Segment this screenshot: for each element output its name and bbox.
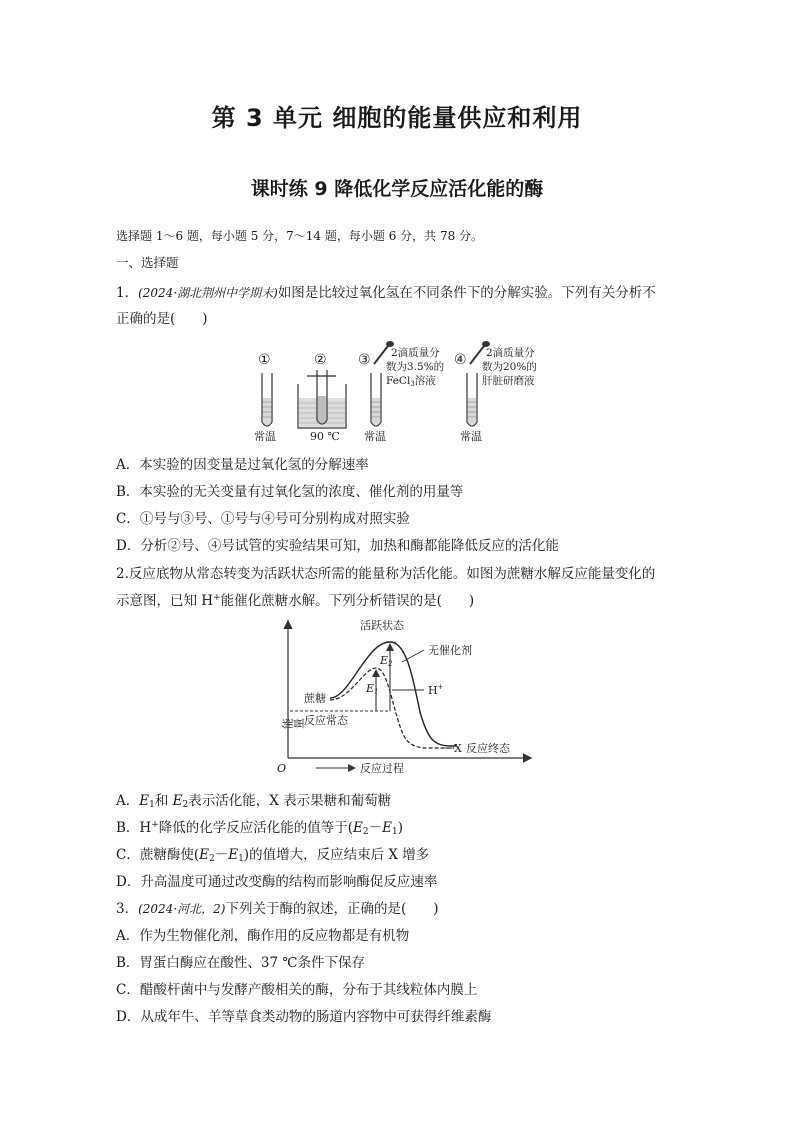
q3-option-a: A．作为生物催化剂，酶作用的反应物都是有机物 — [116, 928, 410, 944]
q1-fig-reagent3-line2: 数为3.5%的 — [386, 361, 445, 373]
q2-c-e1-sub: 1 — [238, 854, 244, 864]
q2-a-e1: E — [139, 793, 150, 809]
q2-a-prefix: A． — [116, 793, 140, 809]
q1-fig-reagent4-line1: 2滴质量分 — [486, 347, 535, 359]
q3-source: (2024·河北，2) — [138, 902, 226, 916]
q2-fig-origin: O — [277, 762, 287, 775]
q3-stem-text: 下列关于酶的叙述，正确的是( ) — [225, 901, 439, 917]
q1-number: 1． — [116, 285, 139, 301]
lesson-title: 课时练 9 降低化学反应活化能的酶 — [250, 178, 544, 200]
q1-test-tube-figure — [240, 340, 570, 448]
h-letter: H — [428, 684, 438, 697]
q2-fig-h-plus — [428, 683, 444, 697]
q2-option-a — [116, 789, 391, 810]
q1-fig-cond4: 常温 — [460, 430, 482, 443]
q2-c-prefix: C．蔗糖酶使( — [116, 847, 200, 863]
q1-option-c: C．①号与③号、①号与④号可分别构成对照实验 — [116, 511, 410, 527]
fecl-subscript: 3 — [410, 380, 415, 388]
q1-fig-reagent4-line3: 肝脏研磨液 — [482, 375, 535, 387]
q1-option-d: D．分析②号、④号试管的实验结果可知，加热和酶都能降低反应的活化能 — [116, 538, 559, 554]
fecl-solution-text: 溶液 — [414, 375, 436, 387]
q2-fig-final-state: 反应终态 — [466, 742, 510, 755]
q2-a-e2: E — [172, 793, 183, 809]
q2-fig-sucrose: 蔗糖 — [304, 692, 326, 705]
e2-subscript: 2 — [388, 660, 393, 668]
q1-option-a: A．本实验的因变量是过氧化氢的分解速率 — [116, 457, 369, 473]
q1-fig-cond2: 90 ℃ — [310, 430, 340, 443]
q2-option-c — [116, 843, 429, 864]
q2-stem-b-pre: 示意图，已知 H — [116, 593, 214, 609]
q3-option-d: D．从成年牛、羊等草食类动物的肠道内容物中可获得纤维素酶 — [116, 1009, 492, 1025]
q2-b-e1-sub: 1 — [391, 827, 398, 837]
q2-fig-e2 — [379, 654, 393, 668]
q2-a-e2-sub: 2 — [182, 800, 189, 810]
test-tube-1 — [262, 373, 272, 426]
q1-stem-b: 正确的是( ) — [116, 311, 208, 327]
q1-source: (2024·湖北荆州中学期末) — [138, 286, 278, 300]
q2-a-and: 和 — [154, 793, 173, 809]
q2-fig-active-state: 活跃状态 — [360, 619, 404, 632]
q3-option-b: B．胃蛋白酶应在酸性、37 ℃条件下保存 — [116, 955, 365, 971]
q2-a-e1-sub: 1 — [149, 800, 155, 810]
q3-number: 3． — [116, 901, 139, 917]
q2-fig-x-mark: X — [454, 742, 462, 755]
fecl-text: FeCl — [386, 375, 411, 387]
q2-b-close: ) — [397, 820, 403, 836]
q2-b-e1: E — [382, 820, 392, 836]
e2-letter: E — [380, 654, 389, 667]
q2-fig-x-axis-label: 反应过程 — [360, 762, 404, 775]
q2-c-minus: － — [214, 847, 229, 863]
q2-c-e2: E — [199, 847, 209, 863]
q2-c-rest: )的值增大，反应结束后 X 增多 — [243, 847, 430, 863]
q1-fig-reagent3-line3 — [386, 374, 436, 388]
q1-fig-label-tube2: ② — [314, 352, 327, 368]
q2-stem-a: 2.反应底物从常态转变为活跃状态所需的能量称为活化能。如图为蔗糖水解反应能量变化的 — [116, 566, 656, 582]
unit-title: 第 3 单元 细胞的能量供应和利用 — [211, 104, 583, 132]
q2-b-prefix: B．H — [116, 820, 152, 836]
y-axis-text: 能量 — [282, 717, 304, 731]
q3-option-c: C．醋酸杆菌中与发酵产酸相关的酶，分布于其线粒体内膜上 — [116, 982, 478, 998]
q2-stem-line-2 — [116, 589, 474, 609]
q1-fig-cond1: 常温 — [254, 430, 276, 443]
test-tube-3 — [371, 373, 381, 426]
q2-a-rest: 表示活化能，X 表示果糖和葡萄糖 — [188, 793, 392, 809]
q1-stem-a: 如图是比较过氧化氢在不同条件下的分解实验。下列有关分析不 — [277, 285, 656, 301]
q2-option-b — [116, 816, 403, 837]
q1-fig-reagent4-line2: 数为20%的 — [482, 361, 537, 373]
test-tube-4 — [467, 373, 477, 426]
q1-option-b: B．本实验的无关变量有过氧化氢的浓度、催化剂的用量等 — [116, 484, 464, 500]
q2-option-d: D．升高温度可通过改变酶的结构而影响酶促反应速率 — [116, 874, 438, 890]
q2-stem-b-sup: + — [213, 593, 221, 603]
q2-fig-y-axis-label — [281, 718, 304, 731]
q1-fig-reagent3-line1: 2滴质量分 — [391, 347, 440, 359]
q2-c-e1: E — [228, 847, 239, 863]
q2-b-minus: － — [368, 820, 383, 836]
q1-fig-label-tube4: ④ — [454, 352, 467, 368]
e1-letter: E — [366, 682, 375, 695]
q2-fig-normal-state: 反应常态 — [304, 714, 348, 727]
q1-fig-cond3: 常温 — [364, 430, 386, 443]
section-heading: 一、选择题 — [116, 255, 179, 270]
e1-subscript: 1 — [374, 688, 379, 696]
q2-b-e2: E — [353, 820, 363, 836]
q1-fig-label-tube1: ① — [258, 352, 271, 368]
q2-b-mid: 降低的化学反应活化能的值等于( — [158, 820, 354, 836]
q2-b-e2-sub: 2 — [362, 827, 369, 837]
q2-b-sup: + — [151, 820, 159, 830]
catalyzed-curve — [330, 668, 454, 748]
q1-fig-label-tube3: ③ — [358, 352, 371, 368]
q1-stem-line-1 — [116, 281, 656, 301]
q2-stem-b-post: 能催化蔗糖水解。下列分析错误的是( ) — [220, 593, 475, 609]
instructions: 选择题 1～6 题，每小题 5 分，7～14 题，每小题 6 分，共 78 分。 — [116, 229, 484, 243]
q2-c-e2-sub: 2 — [208, 854, 215, 864]
q2-energy-diagram — [268, 612, 538, 780]
q2-fig-no-catalyst: 无催化剂 — [428, 644, 472, 657]
h-superscript: + — [437, 683, 444, 691]
q3-stem — [116, 897, 439, 917]
